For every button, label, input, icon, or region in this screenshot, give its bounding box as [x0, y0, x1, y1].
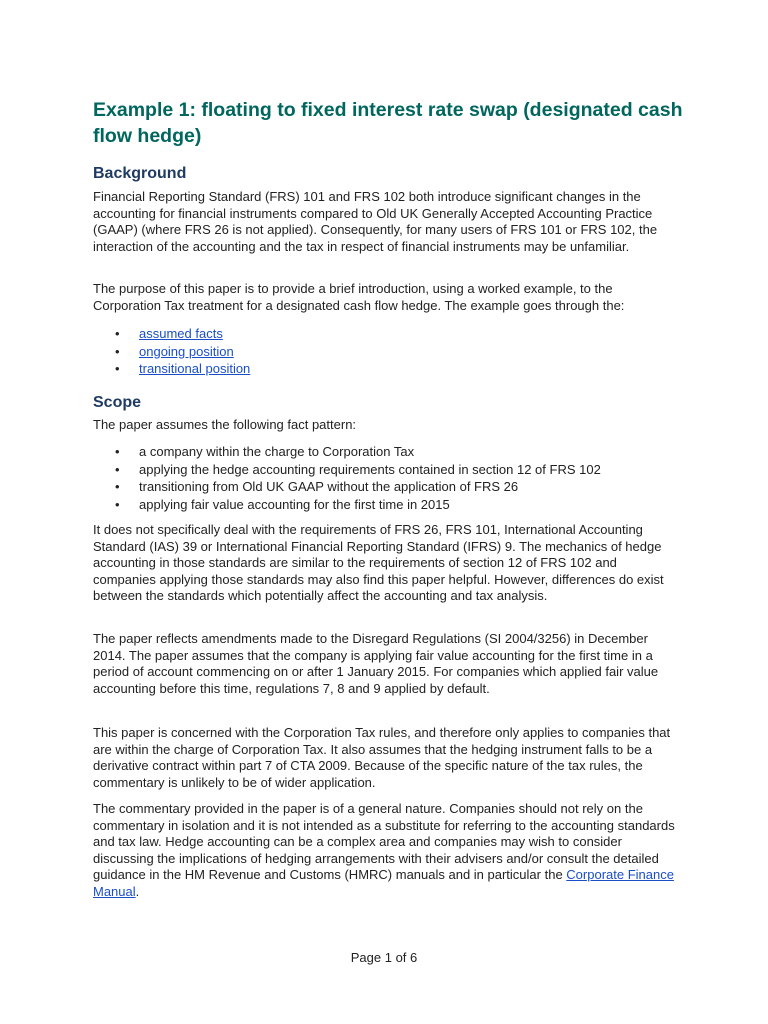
scope-paragraph-1: It does not specifically deal with the requirements of FRS 26, FRS 101, International Accounting Standard (IAS) 39 or International Financial Reporting Standard (IFRS) 9. The mechanics of hedge accounting in those standards are similar to the requirements of section 12 of FRS 102 and companies applying those standards may also find this paper helpful. However, differences do exist between the standards which potentially affect the accounting and tax analysis. [93, 522, 664, 603]
list-item: • transitioning from Old UK GAAP without the application of FRS 26 [115, 479, 519, 494]
corporate-finance-manual-link[interactable]: Corporate Finance Manual [93, 867, 674, 899]
scope-paragraph-2: The paper reflects amendments made to the Disregard Regulations (SI 2004/3256) in December 2014. The paper assumes that the company is applying fair value accounting for the first time in a period of account commencing on or after 1 January 2015. For companies which applied fair value accounting before this time, regulations 7, 8 and 9 applied by default. [93, 631, 659, 696]
bullet-icon: • [115, 496, 120, 512]
scope-heading: Scope [93, 394, 142, 411]
page-title: Example 1: floating to fixed interest rate swap (designated cash flow hedge) [93, 99, 683, 147]
scope-paragraph-3: This paper is concerned with the Corporation Tax rules, and therefore only applies to companies that are within the charge of Corporation Tax. It also assumes that the hedging instrument falls to be a derivative contract within part 7 of CTA 2009. Because of the specific nature of the tax rules, the commentary is unlikely to be of wider application. [93, 725, 671, 790]
background-paragraph-2: The purpose of this paper is to provide a brief introduction, using a worked example, to the Corporation Tax treatment for a designated cash flow hedge. The example goes through the: [93, 281, 625, 313]
section-links-list [93, 325, 250, 378]
bullet-icon: • [115, 479, 120, 494]
fact-pattern-list [93, 443, 601, 513]
bullet-icon: • [115, 343, 120, 359]
list-item [93, 360, 250, 378]
list-item: • applying the hedge accounting requirements contained in section 12 of FRS 102 [115, 461, 601, 477]
background-paragraph-1: Financial Reporting Standard (FRS) 101 and FRS 102 both introduce significant changes in the accounting for financial instruments compared to Old UK Generally Accepted Accounting Practice (GAAP) (where FRS 26 is not applied). Consequently, for many users of FRS 101 or FRS 102, the interaction of the accounting and the tax in respect of financial instruments may be unfamiliar. [93, 189, 658, 254]
bullet-icon: • [115, 444, 120, 459]
list-item: • applying fair value accounting for the first time in 2015 [115, 496, 450, 512]
page-number: Page 1 of 6 [350, 950, 418, 965]
list-item: • a company within the charge to Corporation Tax [115, 444, 415, 459]
bullet-icon: • [115, 361, 120, 376]
scope-paragraph-4: The commentary provided in the paper is of a general nature. Companies should not rely on the commentary in isolation and it is not intended as a substitute for referring to the accounting standards and tax law. Hedge accounting can be a complex area and companies may wish to consider discussing the implications of hedging arrangements with their advisers and/or consult the detailed guidance in the HM Revenue and Customs (HMRC) manuals and in particular the Corporate Finance Manual. [93, 801, 675, 899]
scope-intro: The paper assumes the following fact pattern: [93, 417, 357, 432]
assumed-facts-link[interactable]: assumed facts [139, 326, 223, 341]
list-item [93, 343, 250, 361]
bullet-icon: • [115, 326, 120, 341]
bullet-icon: • [115, 461, 120, 477]
list-item [93, 325, 250, 343]
transitional-position-link[interactable]: transitional position [139, 361, 251, 376]
ongoing-position-link[interactable]: ongoing position [139, 343, 234, 359]
background-heading: Background [93, 165, 187, 182]
